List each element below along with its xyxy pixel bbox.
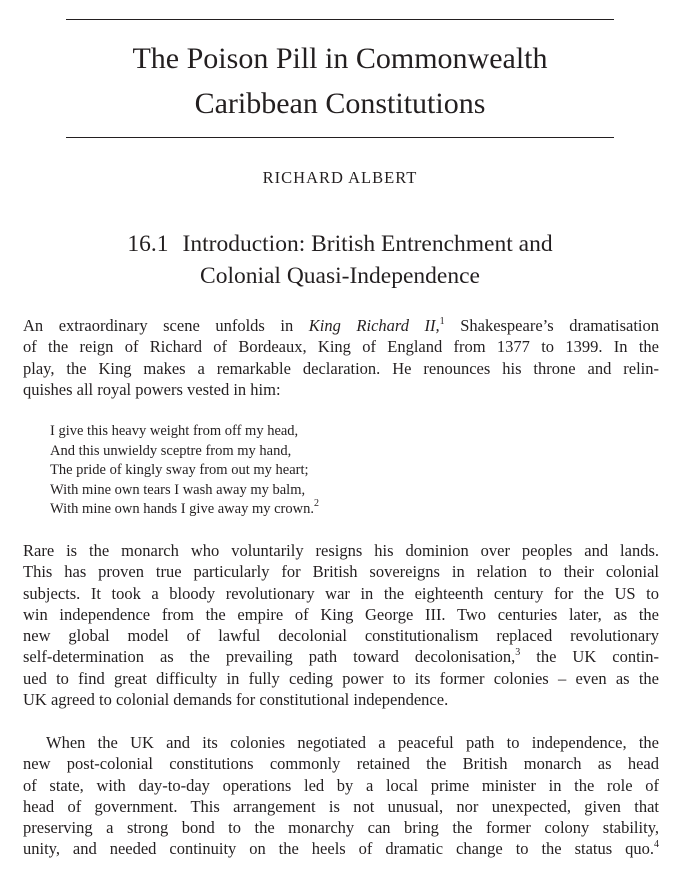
paragraph-line: subjects. It took a bloody revolutionary war in the eighteenth century for the US to bbox=[23, 583, 659, 603]
paragraph-line: UK agreed to colonial demands for constitutional independence. bbox=[23, 690, 449, 710]
paragraph-line: When the UK and its colonies negotiated a peaceful path to independence, the bbox=[46, 733, 659, 752]
verse-line: I give this heavy weight from off my head, bbox=[50, 423, 299, 439]
chapter-title bbox=[66, 36, 614, 126]
chapter-title-line1: The Poison Pill in Commonwealth bbox=[132, 42, 548, 75]
paragraph-line: new global model of lawful decolonial constitutionalism replaced revolutionary bbox=[23, 626, 659, 646]
paragraph-3 bbox=[23, 732, 659, 860]
footnote-ref-4[interactable]: 4 bbox=[654, 838, 659, 850]
paragraph-line: Rare is the monarch who voluntarily resigns his dominion over peoples and lands. bbox=[23, 541, 659, 560]
verse-line: With mine own tears I wash away my balm, bbox=[50, 481, 306, 498]
paragraph-line: play, the King makes a remarkable declaration. He renounces his throne and relin- bbox=[23, 358, 659, 378]
section-heading bbox=[66, 228, 614, 292]
paragraph-line: new post-colonial constitutions commonly retained the British monarch as head bbox=[23, 754, 659, 774]
paragraph-line bbox=[23, 838, 659, 859]
verse-line: And this unwieldy sceptre from my hand, bbox=[50, 442, 292, 459]
title-top-rule bbox=[66, 19, 614, 20]
paragraph-line: of the reign of Richard of Bordeaux, King of England from 1377 to 1399. In the bbox=[23, 337, 659, 357]
section-number: 16.1 bbox=[127, 231, 169, 257]
italic-title: King Richard II, bbox=[308, 316, 440, 335]
paragraph-2 bbox=[23, 540, 659, 710]
title-bottom-rule bbox=[66, 137, 614, 138]
text-run: unity, and needed continuity on the heels of dramatic change to the status quo. bbox=[23, 839, 654, 859]
paragraph-line: preserving a strong bond to the monarchy can bring the former colony stability, bbox=[23, 818, 659, 838]
paragraph-line bbox=[23, 315, 659, 336]
text-run: With mine own hands I give away my crown. bbox=[50, 501, 314, 517]
paragraph-line: ued to find great difficulty in fully ceding power to its former colonies – even as the bbox=[23, 668, 659, 688]
verse-line bbox=[50, 500, 319, 520]
verse-line: The pride of kingly sway from out my heart; bbox=[50, 462, 309, 478]
chapter-title-line2: Caribbean Constitutions bbox=[194, 87, 486, 120]
author-name: RICHARD ALBERT bbox=[262, 168, 418, 187]
paragraph-line bbox=[23, 646, 659, 667]
section-title-line1: Introduction: British Entrenchment and bbox=[182, 231, 553, 257]
footnote-ref-2[interactable]: 2 bbox=[313, 498, 319, 510]
footnote-ref-1[interactable]: 1 bbox=[439, 315, 445, 327]
paragraph-1 bbox=[23, 315, 659, 400]
text-run: Shakespeare’s dramatisation bbox=[444, 316, 660, 335]
paragraph-line: head of government. This arrangement is not unusual, nor unexpected, given that bbox=[23, 796, 659, 816]
paragraph-line: win independence from the empire of King George III. Two centuries later, as the bbox=[23, 604, 659, 624]
paragraph-line: This has proven true particularly for British sovereigns in relation to their colonial bbox=[23, 562, 659, 582]
paragraph-line: quishes all royal powers vested in him: bbox=[23, 379, 281, 399]
verse-quotation bbox=[50, 422, 319, 520]
section-title-line2: Colonial Quasi-Independence bbox=[200, 263, 480, 289]
footnote-ref-3[interactable]: 3 bbox=[515, 646, 521, 658]
paragraph-line: of state, with day-to-day operations led by a local prime minister in the role of bbox=[23, 775, 659, 795]
text-run: An extraordinary scene unfolds in bbox=[23, 316, 309, 335]
text-run: the UK contin- bbox=[520, 647, 659, 667]
text-run: self-determination as the prevailing path toward decolonisation, bbox=[23, 647, 516, 667]
